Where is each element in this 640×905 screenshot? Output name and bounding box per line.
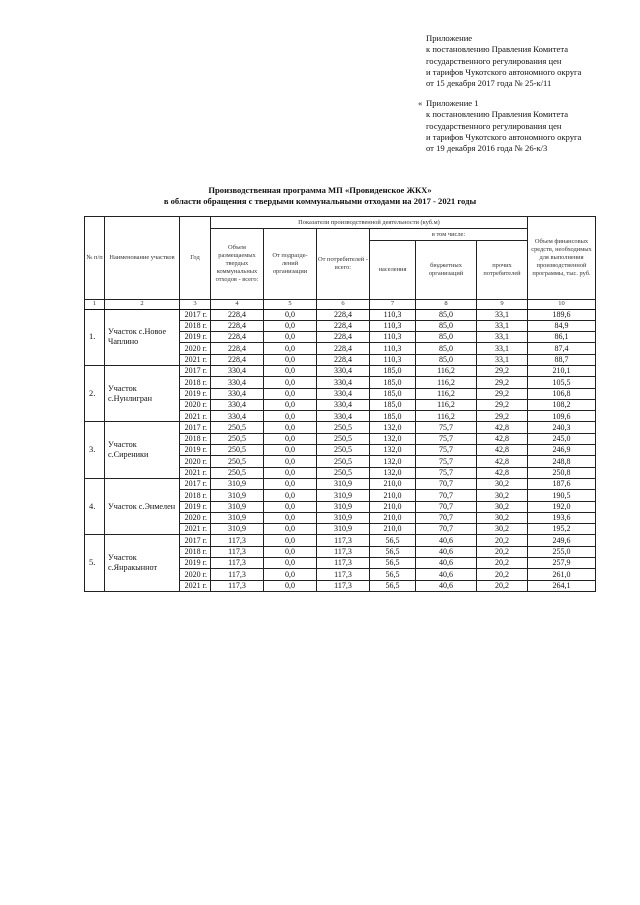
- appendix-line: от 15 декабря 2017 года № 25-к/11: [426, 78, 552, 89]
- year-cell: 2018 г.: [180, 546, 211, 557]
- from-consumers-cell: 310,9: [317, 501, 370, 512]
- placed-cell: 250,5: [211, 433, 264, 444]
- year-cell: 2018 г.: [180, 490, 211, 501]
- year-cell: 2017 г.: [180, 365, 211, 376]
- placed-cell: 228,4: [211, 354, 264, 365]
- other-consumers-cell: 30,2: [477, 490, 528, 501]
- table-row: [85, 365, 596, 376]
- finance-cell: 210,1: [528, 365, 596, 376]
- finance-cell: 261,0: [528, 569, 596, 580]
- from-units-cell: 0,0: [264, 433, 317, 444]
- budget-orgs-cell: 116,2: [416, 377, 477, 388]
- other-consumers-cell: 29,2: [477, 365, 528, 376]
- year-cell: 2020 г.: [180, 512, 211, 523]
- from-consumers-cell: 330,4: [317, 388, 370, 399]
- col-number: 3: [180, 300, 211, 310]
- col-number: 1: [85, 300, 105, 310]
- header-including: в том числе:: [370, 229, 528, 241]
- from-units-cell: 0,0: [264, 354, 317, 365]
- placed-cell: 310,9: [211, 524, 264, 535]
- population-cell: 110,3: [370, 343, 416, 354]
- header-budget-orgs: бюджетных организаций: [416, 241, 477, 300]
- finance-cell: 264,1: [528, 580, 596, 591]
- col-number: 10: [528, 300, 596, 310]
- population-cell: 110,3: [370, 332, 416, 343]
- table-row: [85, 309, 596, 320]
- year-cell: 2019 г.: [180, 332, 211, 343]
- placed-cell: 117,3: [211, 546, 264, 557]
- from-units-cell: 0,0: [264, 332, 317, 343]
- finance-cell: 257,9: [528, 558, 596, 569]
- col-number: 2: [105, 300, 180, 310]
- site-number: 2.: [85, 365, 105, 421]
- appendix-line: и тарифов Чукотского автономного округа: [426, 131, 582, 142]
- year-cell: 2021 г.: [180, 354, 211, 365]
- population-cell: 132,0: [370, 456, 416, 467]
- placed-cell: 250,5: [211, 467, 264, 478]
- placed-cell: 310,9: [211, 501, 264, 512]
- population-cell: 56,5: [370, 535, 416, 546]
- from-units-cell: 0,0: [264, 377, 317, 388]
- year-cell: 2020 г.: [180, 569, 211, 580]
- from-units-cell: 0,0: [264, 365, 317, 376]
- document-title: Производственная программа МП «Провиденское ЖКХ»: [208, 185, 432, 195]
- from-consumers-cell: 330,4: [317, 399, 370, 410]
- from-consumers-cell: 117,3: [317, 580, 370, 591]
- appendix-line: Приложение: [426, 33, 473, 43]
- col-number: 4: [211, 300, 264, 310]
- finance-cell: 84,9: [528, 320, 596, 331]
- population-cell: 110,3: [370, 309, 416, 320]
- other-consumers-cell: 20,2: [477, 546, 528, 557]
- budget-orgs-cell: 70,7: [416, 478, 477, 489]
- finance-cell: 106,8: [528, 388, 596, 399]
- year-cell: 2021 г.: [180, 524, 211, 535]
- other-consumers-cell: 20,2: [477, 569, 528, 580]
- budget-orgs-cell: 75,7: [416, 433, 477, 444]
- budget-orgs-cell: 85,0: [416, 354, 477, 365]
- from-consumers-cell: 228,4: [317, 343, 370, 354]
- col-number: 8: [416, 300, 477, 310]
- population-cell: 210,0: [370, 524, 416, 535]
- finance-cell: 88,7: [528, 354, 596, 365]
- table-body: [85, 309, 596, 591]
- from-units-cell: 0,0: [264, 580, 317, 591]
- other-consumers-cell: 29,2: [477, 399, 528, 410]
- year-cell: 2019 г.: [180, 445, 211, 456]
- year-cell: 2021 г.: [180, 467, 211, 478]
- table-row: [85, 422, 596, 433]
- from-consumers-cell: 330,4: [317, 411, 370, 422]
- population-cell: 185,0: [370, 399, 416, 410]
- from-consumers-cell: 310,9: [317, 524, 370, 535]
- population-cell: 210,0: [370, 490, 416, 501]
- from-units-cell: 0,0: [264, 569, 317, 580]
- year-cell: 2017 г.: [180, 309, 211, 320]
- from-consumers-cell: 250,5: [317, 422, 370, 433]
- from-units-cell: 0,0: [264, 411, 317, 422]
- header-placed: Объем размещаемых твердых коммунальных отходов - всего:: [211, 229, 264, 300]
- placed-cell: 117,3: [211, 569, 264, 580]
- from-units-cell: 0,0: [264, 490, 317, 501]
- quote-mark: «: [418, 98, 423, 108]
- from-units-cell: 0,0: [264, 467, 317, 478]
- budget-orgs-cell: 116,2: [416, 399, 477, 410]
- year-cell: 2020 г.: [180, 343, 211, 354]
- other-consumers-cell: 30,2: [477, 512, 528, 523]
- year-cell: 2018 г.: [180, 320, 211, 331]
- placed-cell: 117,3: [211, 535, 264, 546]
- appendix-previous: [418, 98, 628, 154]
- from-units-cell: 0,0: [264, 478, 317, 489]
- finance-cell: 189,6: [528, 309, 596, 320]
- finance-cell: 86,1: [528, 332, 596, 343]
- from-consumers-cell: 310,9: [317, 512, 370, 523]
- from-units-cell: 0,0: [264, 456, 317, 467]
- budget-orgs-cell: 75,7: [416, 445, 477, 456]
- from-units-cell: 0,0: [264, 546, 317, 557]
- appendix-line: государственного регулирования цен: [426, 120, 562, 131]
- other-consumers-cell: 42,8: [477, 467, 528, 478]
- budget-orgs-cell: 116,2: [416, 365, 477, 376]
- placed-cell: 117,3: [211, 580, 264, 591]
- production-program-table: [84, 216, 596, 592]
- other-consumers-cell: 33,1: [477, 332, 528, 343]
- population-cell: 210,0: [370, 478, 416, 489]
- budget-orgs-cell: 40,6: [416, 569, 477, 580]
- population-cell: 210,0: [370, 501, 416, 512]
- from-consumers-cell: 250,5: [317, 467, 370, 478]
- year-cell: 2017 г.: [180, 535, 211, 546]
- budget-orgs-cell: 116,2: [416, 411, 477, 422]
- finance-cell: 250,8: [528, 467, 596, 478]
- from-consumers-cell: 228,4: [317, 309, 370, 320]
- appendix-line: к постановлению Правления Комитета: [426, 44, 569, 55]
- budget-orgs-cell: 40,6: [416, 546, 477, 557]
- other-consumers-cell: 30,2: [477, 524, 528, 535]
- from-units-cell: 0,0: [264, 309, 317, 320]
- from-consumers-cell: 330,4: [317, 377, 370, 388]
- placed-cell: 228,4: [211, 309, 264, 320]
- header-indicators: Показатели производственной деятельности (куб.м): [211, 217, 528, 229]
- from-units-cell: 0,0: [264, 388, 317, 399]
- from-consumers-cell: 228,4: [317, 332, 370, 343]
- placed-cell: 310,9: [211, 512, 264, 523]
- budget-orgs-cell: 85,0: [416, 332, 477, 343]
- population-cell: 185,0: [370, 365, 416, 376]
- appendix-line: Приложение 1: [426, 98, 479, 108]
- placed-cell: 250,5: [211, 422, 264, 433]
- placed-cell: 117,3: [211, 558, 264, 569]
- other-consumers-cell: 20,2: [477, 535, 528, 546]
- year-cell: 2020 г.: [180, 399, 211, 410]
- year-cell: 2019 г.: [180, 501, 211, 512]
- placed-cell: 228,4: [211, 320, 264, 331]
- population-cell: 132,0: [370, 445, 416, 456]
- year-cell: 2021 г.: [180, 411, 211, 422]
- population-cell: 132,0: [370, 422, 416, 433]
- finance-cell: 246,9: [528, 445, 596, 456]
- finance-cell: 105,5: [528, 377, 596, 388]
- population-cell: 56,5: [370, 546, 416, 557]
- other-consumers-cell: 20,2: [477, 558, 528, 569]
- from-consumers-cell: 117,3: [317, 569, 370, 580]
- appendix-line: государственного регулирования цен: [426, 55, 562, 66]
- population-cell: 185,0: [370, 388, 416, 399]
- site-name: Участок с.Новое Чаплино: [105, 309, 180, 365]
- other-consumers-cell: 30,2: [477, 501, 528, 512]
- from-consumers-cell: 117,3: [317, 558, 370, 569]
- from-units-cell: 0,0: [264, 558, 317, 569]
- site-number: 5.: [85, 535, 105, 591]
- site-name: Участок с.Янракыннот: [105, 535, 180, 591]
- header-year: Год: [180, 217, 211, 300]
- budget-orgs-cell: 85,0: [416, 343, 477, 354]
- placed-cell: 330,4: [211, 377, 264, 388]
- finance-cell: 187,6: [528, 478, 596, 489]
- other-consumers-cell: 20,2: [477, 580, 528, 591]
- from-units-cell: 0,0: [264, 501, 317, 512]
- budget-orgs-cell: 75,7: [416, 456, 477, 467]
- table-row: [85, 535, 596, 546]
- population-cell: 110,3: [370, 320, 416, 331]
- col-number: 5: [264, 300, 317, 310]
- finance-cell: 240,3: [528, 422, 596, 433]
- other-consumers-cell: 42,8: [477, 445, 528, 456]
- other-consumers-cell: 29,2: [477, 388, 528, 399]
- header-finance: Объем финансовых средств, необходимых для выполнения производственной программы, тыс. руб.: [528, 217, 596, 300]
- budget-orgs-cell: 70,7: [416, 512, 477, 523]
- placed-cell: 330,4: [211, 365, 264, 376]
- population-cell: 185,0: [370, 411, 416, 422]
- year-cell: 2021 г.: [180, 580, 211, 591]
- col-number: 9: [477, 300, 528, 310]
- other-consumers-cell: 42,8: [477, 422, 528, 433]
- from-units-cell: 0,0: [264, 535, 317, 546]
- finance-cell: 249,6: [528, 535, 596, 546]
- site-name: Участок с.Нунлигран: [105, 365, 180, 421]
- finance-cell: 193,6: [528, 512, 596, 523]
- site-name: Участок с.Энмелен: [105, 478, 180, 534]
- finance-cell: 190,5: [528, 490, 596, 501]
- year-cell: 2017 г.: [180, 422, 211, 433]
- population-cell: 210,0: [370, 512, 416, 523]
- site-name: Участок с.Сиреники: [105, 422, 180, 478]
- placed-cell: 330,4: [211, 399, 264, 410]
- placed-cell: 310,9: [211, 478, 264, 489]
- year-cell: 2018 г.: [180, 377, 211, 388]
- placed-cell: 310,9: [211, 490, 264, 501]
- from-units-cell: 0,0: [264, 422, 317, 433]
- header-name: Наименование участков: [105, 217, 180, 300]
- finance-cell: 192,0: [528, 501, 596, 512]
- placed-cell: 330,4: [211, 388, 264, 399]
- other-consumers-cell: 29,2: [477, 411, 528, 422]
- placed-cell: 250,5: [211, 456, 264, 467]
- header-num: № п/п: [85, 217, 105, 300]
- budget-orgs-cell: 85,0: [416, 309, 477, 320]
- population-cell: 185,0: [370, 377, 416, 388]
- from-consumers-cell: 228,4: [317, 320, 370, 331]
- other-consumers-cell: 29,2: [477, 377, 528, 388]
- from-consumers-cell: 250,5: [317, 433, 370, 444]
- appendix-current: [426, 33, 636, 89]
- budget-orgs-cell: 70,7: [416, 524, 477, 535]
- population-cell: 56,5: [370, 558, 416, 569]
- other-consumers-cell: 33,1: [477, 354, 528, 365]
- other-consumers-cell: 30,2: [477, 478, 528, 489]
- other-consumers-cell: 42,8: [477, 433, 528, 444]
- budget-orgs-cell: 40,6: [416, 535, 477, 546]
- other-consumers-cell: 33,1: [477, 343, 528, 354]
- year-cell: 2020 г.: [180, 456, 211, 467]
- budget-orgs-cell: 116,2: [416, 388, 477, 399]
- from-consumers-cell: 330,4: [317, 365, 370, 376]
- budget-orgs-cell: 40,6: [416, 580, 477, 591]
- finance-cell: 108,2: [528, 399, 596, 410]
- finance-cell: 87,4: [528, 343, 596, 354]
- from-consumers-cell: 117,3: [317, 535, 370, 546]
- header-from-units: От подразде-лений организации: [264, 229, 317, 300]
- placed-cell: 228,4: [211, 332, 264, 343]
- other-consumers-cell: 42,8: [477, 456, 528, 467]
- site-number: 3.: [85, 422, 105, 478]
- budget-orgs-cell: 75,7: [416, 467, 477, 478]
- from-units-cell: 0,0: [264, 445, 317, 456]
- year-cell: 2017 г.: [180, 478, 211, 489]
- finance-cell: 255,0: [528, 546, 596, 557]
- appendix-line: и тарифов Чукотского автономного округа: [426, 66, 582, 77]
- population-cell: 110,3: [370, 354, 416, 365]
- from-consumers-cell: 310,9: [317, 490, 370, 501]
- from-consumers-cell: 117,3: [317, 546, 370, 557]
- population-cell: 56,5: [370, 580, 416, 591]
- budget-orgs-cell: 70,7: [416, 501, 477, 512]
- population-cell: 132,0: [370, 467, 416, 478]
- placed-cell: 228,4: [211, 343, 264, 354]
- finance-cell: 195,2: [528, 524, 596, 535]
- from-units-cell: 0,0: [264, 512, 317, 523]
- population-cell: 56,5: [370, 569, 416, 580]
- year-cell: 2019 г.: [180, 558, 211, 569]
- site-number: 4.: [85, 478, 105, 534]
- budget-orgs-cell: 85,0: [416, 320, 477, 331]
- from-consumers-cell: 310,9: [317, 478, 370, 489]
- placed-cell: 250,5: [211, 445, 264, 456]
- other-consumers-cell: 33,1: [477, 309, 528, 320]
- document-subtitle: в области обращения с твердыми коммунальными отходами на 2017 - 2021 годы: [163, 196, 477, 206]
- budget-orgs-cell: 40,6: [416, 558, 477, 569]
- from-units-cell: 0,0: [264, 320, 317, 331]
- appendix-line: от 19 декабря 2016 года № 26-к/3: [426, 143, 548, 154]
- finance-cell: 248,8: [528, 456, 596, 467]
- budget-orgs-cell: 70,7: [416, 490, 477, 501]
- from-consumers-cell: 250,5: [317, 445, 370, 456]
- finance-cell: 109,6: [528, 411, 596, 422]
- site-number: 1.: [85, 309, 105, 365]
- from-consumers-cell: 228,4: [317, 354, 370, 365]
- table-row: [85, 478, 596, 489]
- col-number: 6: [317, 300, 370, 310]
- year-cell: 2019 г.: [180, 388, 211, 399]
- budget-orgs-cell: 75,7: [416, 422, 477, 433]
- header-population: населения: [370, 241, 416, 300]
- from-consumers-cell: 250,5: [317, 456, 370, 467]
- from-units-cell: 0,0: [264, 343, 317, 354]
- from-units-cell: 0,0: [264, 399, 317, 410]
- population-cell: 132,0: [370, 433, 416, 444]
- from-units-cell: 0,0: [264, 524, 317, 535]
- appendix-line: к постановлению Правления Комитета: [426, 109, 569, 120]
- finance-cell: 245,0: [528, 433, 596, 444]
- other-consumers-cell: 33,1: [477, 320, 528, 331]
- col-number: 7: [370, 300, 416, 310]
- header-from-consumers: От потребителей - всего:: [317, 229, 370, 300]
- placed-cell: 330,4: [211, 411, 264, 422]
- header-other-consumers: прочих потребителей: [477, 241, 528, 300]
- year-cell: 2018 г.: [180, 433, 211, 444]
